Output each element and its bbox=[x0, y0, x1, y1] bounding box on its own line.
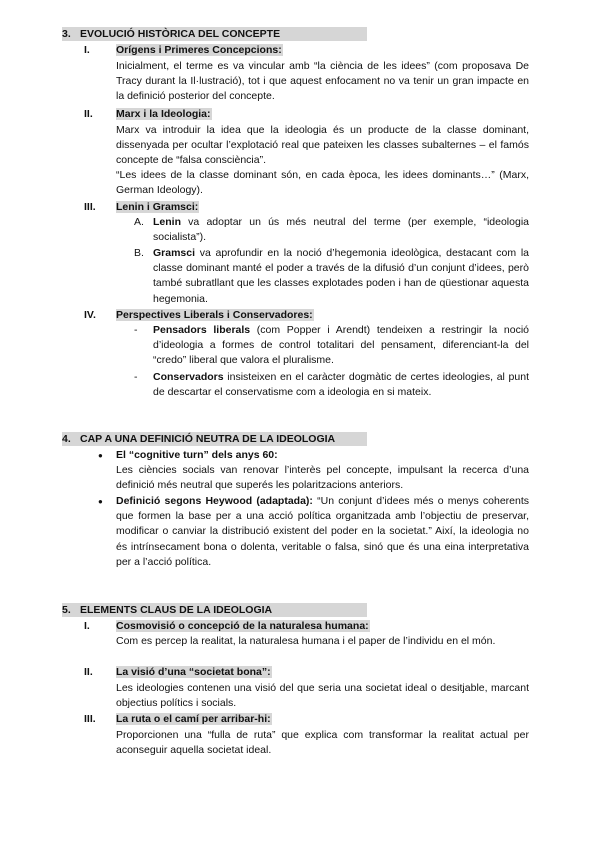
bold-term: Gramsci bbox=[153, 247, 196, 259]
subsection-heading bbox=[84, 665, 272, 679]
paragraph: Inicialment, el terme es va vincular amb “la ciència de les idees” (com proposava De Tracy durant la Il·lustració), tot i que aquest enfocament no va tenir un gran impacte en la definició posterior del concepte. bbox=[116, 60, 529, 103]
bold-term: Pensadors liberals bbox=[153, 324, 251, 336]
list-marker: A. bbox=[134, 216, 144, 228]
list-item-text bbox=[153, 246, 529, 307]
bullet-text bbox=[116, 494, 529, 570]
list-item bbox=[134, 215, 529, 245]
section-number: 5. bbox=[62, 604, 71, 616]
list-marker: - bbox=[134, 324, 138, 336]
list-item bbox=[134, 370, 529, 400]
paragraph: Marx va introduir la idea que la ideologia és un producte de la classe dominant, dissenyada per ocultar l’explotació real que pateixen les classes subalternes – el famós concepte de “falsa consciència”. bbox=[116, 124, 529, 167]
subsection-title: La visió d’una “societat bona”: bbox=[116, 666, 271, 678]
bullet-marker: ● bbox=[98, 451, 103, 460]
quote-paragraph: “Les idees de la classe dominant són, en cada època, les idees dominants…” (Marx, German Ideology). bbox=[116, 169, 529, 197]
subsection-title: Perspectives Liberals i Conservadores: bbox=[116, 309, 313, 321]
section-heading bbox=[62, 432, 367, 446]
roman-numeral: II. bbox=[84, 108, 93, 120]
bullet-item bbox=[98, 494, 529, 570]
item-body: insisteixen en el caràcter dogmàtic de certes ideologies, al punt de descartar el conservatisme com a ideologia en si mateix. bbox=[153, 371, 529, 399]
section-title: CAP A UNA DEFINICIÓ NEUTRA DE LA IDEOLOGIA bbox=[80, 433, 336, 445]
section-number: 3. bbox=[62, 28, 71, 40]
list-item bbox=[134, 323, 529, 369]
section-title: EVOLUCIÓ HISTÒRICA DEL CONCEPTE bbox=[80, 28, 281, 40]
subsection-heading bbox=[84, 308, 314, 322]
list-marker: B. bbox=[134, 247, 144, 259]
subsection-title: Orígens i Primeres Concepcions: bbox=[116, 44, 282, 56]
bullet-heading: Definició segons Heywood (adaptada): bbox=[116, 495, 313, 507]
section-heading bbox=[62, 27, 367, 41]
paragraph: Proporcionen una “fulla de ruta” que explica com transformar la realitat actual per aconseguir aquella societat ideal. bbox=[116, 729, 529, 757]
roman-numeral: I. bbox=[84, 620, 90, 632]
paragraph: Com es percep la realitat, la naturalesa humana i el paper de l’individu en el món. bbox=[116, 635, 496, 647]
roman-numeral: III. bbox=[84, 713, 96, 725]
paragraph: Les ideologies contenen una visió del que seria una societat ideal o desitjable, marcant objectius polítics i socials. bbox=[116, 682, 529, 710]
subsection-heading bbox=[84, 43, 283, 57]
bullet-marker: ● bbox=[98, 497, 103, 506]
roman-numeral: I. bbox=[84, 44, 90, 56]
bold-term: Conservadors bbox=[153, 371, 224, 383]
section-heading bbox=[62, 603, 367, 617]
bullet-text: Les ciències socials van renovar l’interès pel concepte, impulsant la recerca d’una definició més neutral que superés les polaritzacions anteriors. bbox=[116, 464, 529, 492]
roman-numeral: II. bbox=[84, 666, 93, 678]
roman-numeral: IV. bbox=[84, 309, 96, 321]
section-number: 4. bbox=[62, 433, 71, 445]
list-item bbox=[134, 246, 529, 307]
bold-term: Lenin bbox=[153, 216, 181, 228]
subsection-title: La ruta o el camí per arribar-hi: bbox=[116, 713, 271, 725]
subsection-heading bbox=[84, 712, 272, 726]
subsection-title: Cosmovisió o concepció de la naturalesa humana: bbox=[116, 620, 369, 632]
subsection-heading bbox=[84, 200, 199, 214]
list-marker: - bbox=[134, 371, 138, 383]
roman-numeral: III. bbox=[84, 201, 96, 213]
item-body: va aprofundir en la noció d’hegemonia ideològica, destacant com la classe dominant manté el poder a través de la difusió d’un conjunt d’idees, però també subratllant que les classes explotades poden i han de qüestionar aquesta hegemonia. bbox=[153, 247, 529, 305]
item-body: (com Popper i Arendt) tendeixen a restringir la noció d’ideologia a formes de control totalitari del pensament, diferenciant-la del “credo” liberal que valora el pluralisme. bbox=[153, 324, 530, 367]
subsection-heading bbox=[84, 619, 370, 633]
bullet-heading: El “cognitive turn” dels anys 60: bbox=[116, 449, 278, 461]
subsection-heading bbox=[84, 107, 212, 121]
list-item-text bbox=[153, 370, 529, 400]
bullet-item bbox=[98, 448, 529, 494]
subsection-title: Marx i la Ideologia: bbox=[116, 108, 211, 120]
list-item-text bbox=[153, 323, 529, 369]
list-item-text bbox=[153, 215, 529, 245]
section-title: ELEMENTS CLAUS DE LA IDEOLOGIA bbox=[80, 604, 273, 616]
subsection-title: Lenin i Gramsci: bbox=[116, 201, 199, 213]
bullet-body: “Un conjunt d’idees més o menys coherents que formen la base per a una acció política organitzada amb l’objectiu de preservar, modificar o canviar la distribució existent del poder en la societat.” Així, la ideologia no és intrínsecament bona o dolenta, veritable o falsa, sinó que és una eina interpretativa per a l’acció política. bbox=[116, 495, 529, 568]
item-body: va adoptar un ús més neutral del terme (per exemple, “ideologia socialista”). bbox=[153, 216, 529, 244]
